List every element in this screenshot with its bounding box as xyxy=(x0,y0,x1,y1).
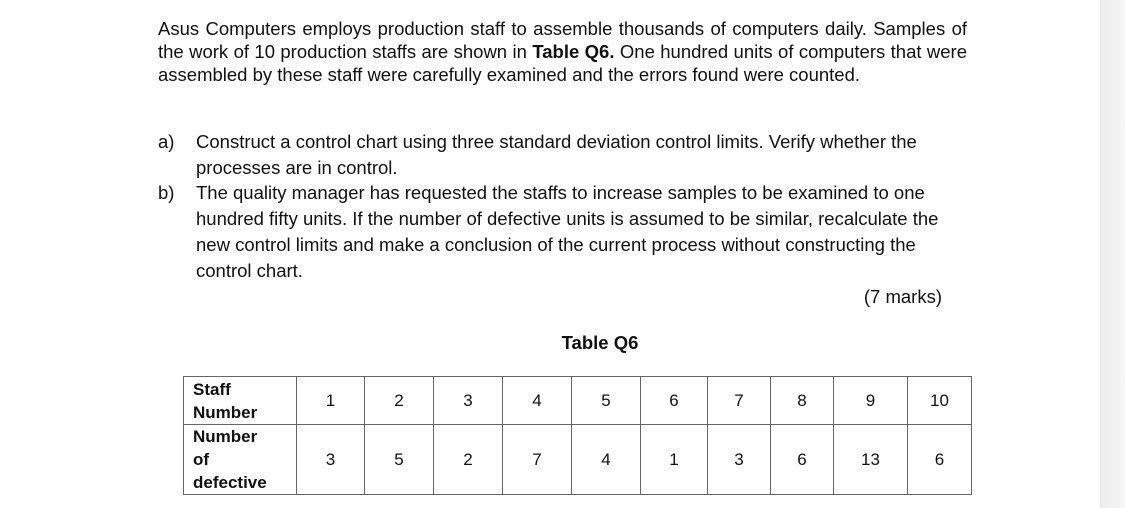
staff-number-cell: 5 xyxy=(572,377,641,425)
defective-cell: 6 xyxy=(908,425,972,495)
intro-text-after: One hundred units of computers that were assembled by these staff were carefully examined and the errors found were counted. xyxy=(158,41,967,85)
page-edge-shadow xyxy=(1100,0,1125,508)
staff-number-cell: 4 xyxy=(503,377,572,425)
defective-cell: 7 xyxy=(503,425,572,495)
defective-cell: 4 xyxy=(572,425,641,495)
staff-number-header: Staff Number xyxy=(184,377,297,425)
defective-row xyxy=(184,425,972,495)
staff-number-cell: 2 xyxy=(365,377,434,425)
defective-cell: 5 xyxy=(365,425,434,495)
staff-number-cell: 6 xyxy=(641,377,708,425)
defective-cell: 2 xyxy=(434,425,503,495)
defective-cell: 6 xyxy=(771,425,834,495)
staff-number-cell: 8 xyxy=(771,377,834,425)
intro-paragraph xyxy=(158,17,967,86)
staff-number-cell: 1 xyxy=(297,377,365,425)
defective-cell: 3 xyxy=(708,425,771,495)
table-reference: Table Q6. xyxy=(532,41,615,62)
table-title: Table Q6 xyxy=(561,332,639,353)
intro-text-before: Asus Computers employs production staff to assemble thousands of computers daily. Samples of the work of 10 production staffs are shown in xyxy=(158,18,967,62)
defects-table xyxy=(183,376,972,495)
defective-cell: 13 xyxy=(834,425,908,495)
defective-cell: 1 xyxy=(641,425,708,495)
question-b-text: The quality manager has requested the staffs to increase samples to be examined to one hundred fifty units. If the number of defective units is assumed to be similar, recalculate the new control limits and make a conclusion of the current process without constructing the control chart. xyxy=(196,182,939,281)
defective-header: Number of defective xyxy=(184,425,297,495)
defective-cell: 3 xyxy=(297,425,365,495)
staff-number-row xyxy=(184,377,972,425)
question-a-label: a) xyxy=(158,131,175,152)
question-b-label: b) xyxy=(158,182,175,203)
marks-label: (7 marks) xyxy=(863,286,942,307)
staff-number-cell: 9 xyxy=(834,377,908,425)
question-a-text: Construct a control chart using three standard deviation control limits. Verify whether the processes are in control. xyxy=(196,131,917,178)
staff-number-cell: 7 xyxy=(708,377,771,425)
staff-number-cell: 10 xyxy=(908,377,972,425)
staff-number-cell: 3 xyxy=(434,377,503,425)
